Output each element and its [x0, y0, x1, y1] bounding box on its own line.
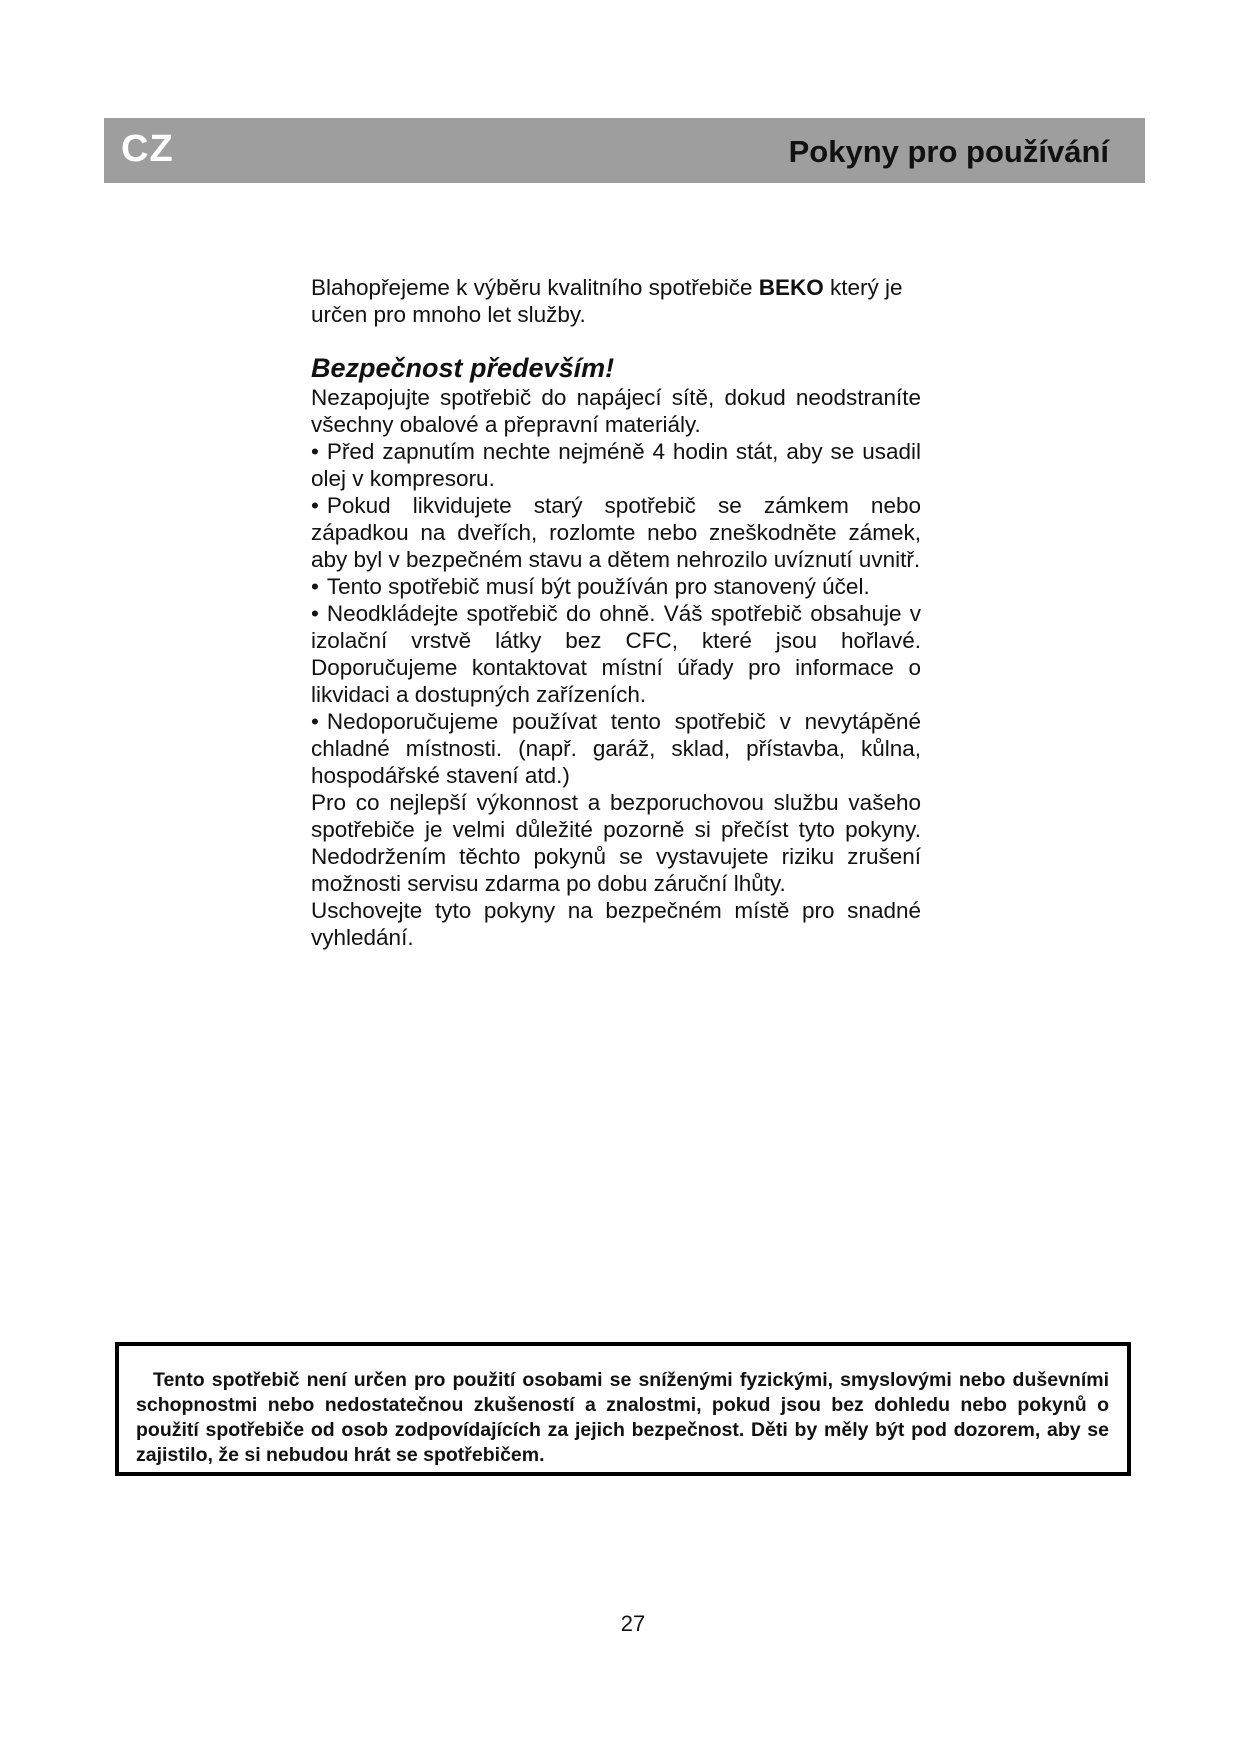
brand-name: BEKO	[758, 275, 824, 300]
bullet-item: • Neodkládejte spotřebič do ohně. Váš spotřebič obsahuje v izolační vrstvě látky bez CFC, které jsou hořlavé. Doporučujeme kontaktovat místní úřady pro informace o likvidaci a dostupných zařízeních.	[311, 601, 921, 707]
bullet-icon: •	[311, 493, 319, 518]
bullet-item: • Tento spotřebič musí být používán pro stanovený účel.	[311, 574, 870, 599]
page-title: Pokyny pro používání	[788, 134, 1109, 169]
bullet-icon: •	[311, 439, 319, 464]
bullet-item: • Pokud likvidujete starý spotřebič se zámkem nebo západkou na dveřích, rozlomte nebo zneškodněte zámek, aby byl v bezpečném stavu a dětem nehrozilo uvíznutí uvnitř.	[311, 493, 921, 572]
bullet-icon: •	[311, 574, 319, 599]
bullet-icon: •	[311, 601, 319, 626]
bullet-icon: •	[311, 709, 319, 734]
intro-paragraph: Blahopřejeme k výběru kvalitního spotřebiče BEKO který je určen pro mnoho let služby.	[311, 275, 903, 327]
main-content	[311, 274, 921, 951]
paragraph-unpack: Nezapojujte spotřebič do napájecí sítě, dokud neodstraníte všechny obalové a přepravní materiály.	[311, 385, 921, 437]
bullet-item: • Nedoporučujeme používat tento spotřebič v nevytápěné chladné místnosti. (např. garáž, sklad, přístavba, kůlna, hospodářské stavení atd.)	[311, 709, 921, 788]
paragraph-keep-instructions: Uschovejte tyto pokyny na bezpečném místě pro snadné vyhledání.	[311, 898, 921, 950]
section-heading: Bezpečnost především!	[311, 353, 615, 383]
header-bar	[104, 118, 1145, 183]
bullet-item: • Před zapnutím nechte nejméně 4 hodin stát, aby se usadil olej v kompresoru.	[311, 439, 921, 491]
page-number: 27	[620, 1611, 646, 1636]
paragraph-read-instructions: Pro co nejlepší výkonnost a bezporuchovou službu vašeho spotřebiče je velmi důležité pozorně si přečíst tyto pokyny. Nedodržením těchto pokynů se vystavujete riziku zrušení možnosti servisu zdarma po dobu záruční lhůty.	[311, 790, 921, 896]
language-code: CZ	[121, 128, 174, 170]
safety-notice-text: Tento spotřebič není určen pro použití osobami se sníženými fyzickými, smyslovými nebo duševními schopnostmi nebo nedostatečnou zkušeností a znalostmi, pokud jsou bez dohledu nebo pokynů o použití spotřebiče od osob zodpovídajících za jejich bezpečnost. Děti by měly být pod dozorem, aby se zajistilo, že si nebudou hrát se spotřebičem.	[136, 1369, 1109, 1466]
safety-notice-box	[115, 1342, 1131, 1476]
